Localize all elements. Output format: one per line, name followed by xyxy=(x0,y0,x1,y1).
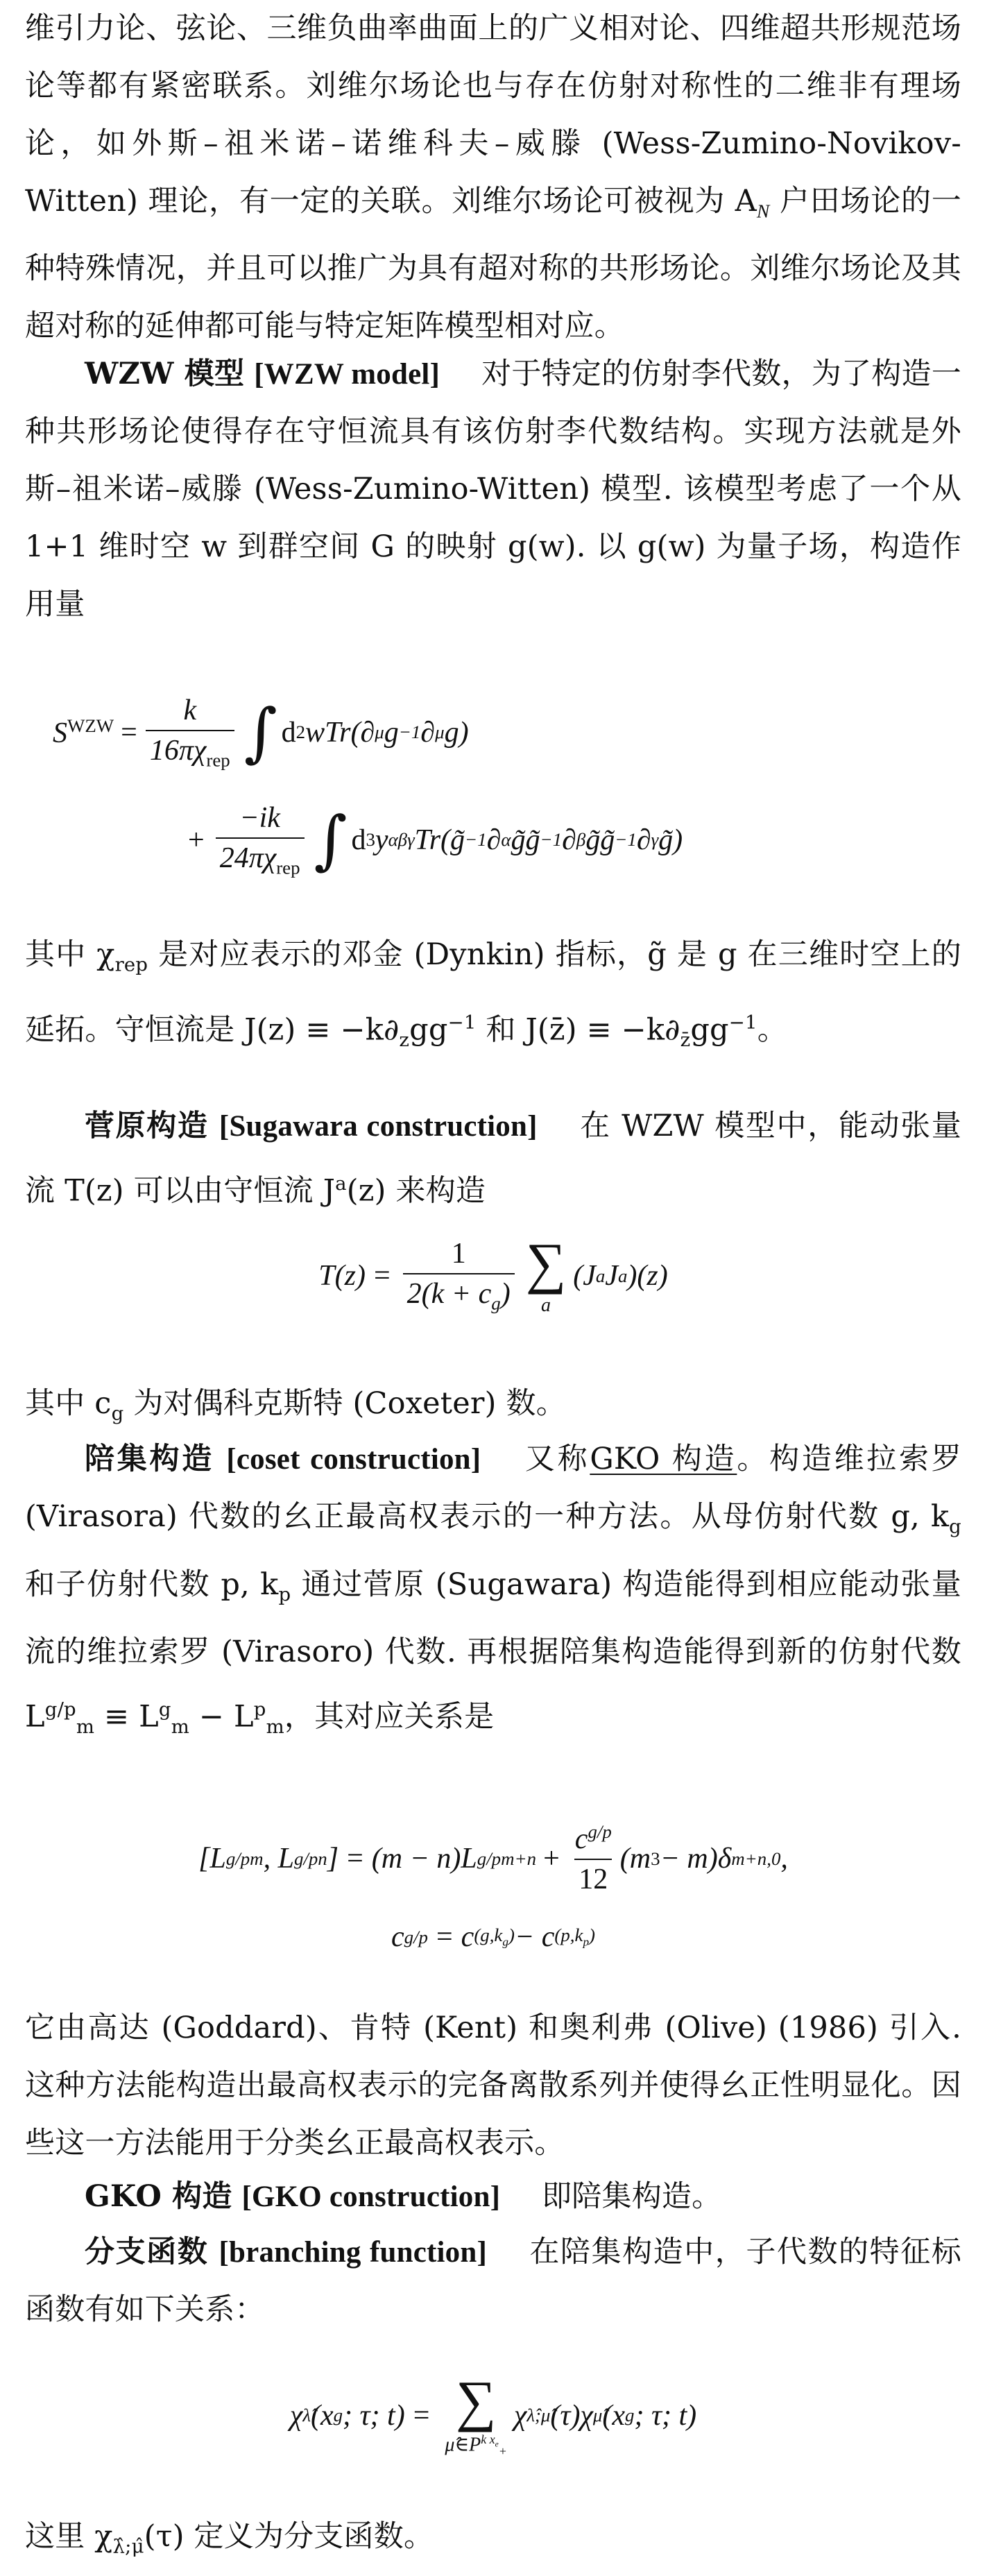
entry-coset-construction: 陪集构造 [coset construction] 又称GKO 构造。构造维拉索罗 (Virasora) 代数的幺正最高权表示的一种方法。从母仿射代数 g, $k_g$ 和子仿射代数 p, $k_p$ 通过菅原 (Sugawara) 构造能得到相应能动张量流的维拉索罗 (Virasoro) 代数. 再根据陪集构造能得到新的仿射代数 $L^{g/p}_m \equiv L^g_m - L^p_m$，其对应关系是 xyxy=(25,1442,961,1739)
entry-sugawara-construction: 菅原构造 [Sugawara construction] 在 WZW 模型中，能动张量流 T(z) 可以由守恒流 $J^a(z)$ 来构造 xyxy=(25,1109,961,1209)
entry-gko-construction: GKO 构造 [GKO construction] 即陪集构造。 xyxy=(85,2179,722,2214)
coset-explanation: 它由高达 (Goddard)、肯特 (Kent) 和奥利弗 (Olive) (1986) 引入. 这种方法能构造出最高权表示的完备离散系列并使得幺正性明显化。因些这一方法能用于分类幺正最高权表示。 xyxy=(25,2011,961,2160)
link-gko-construction[interactable]: GKO 构造 xyxy=(590,1442,737,1476)
entry-wzw-model: WZW 模型 [WZW model] 对于特定的仿射李代数，为了构造一种共形场论使得存在守恒流具有该仿射李代数结构。实现方法就是外斯–祖米诺–威滕 (Wess-Zumino-Witten) 模型. 该模型考虑了一个从 1+1 维时空 w 到群空间 G 的映射 g(w). 以 g(w) 为量子场，构造作用量 xyxy=(25,357,961,622)
branching-explanation: 这里 $\chi_{\lambdâ;\mû}(\tau)$ 定义为分支函数。 xyxy=(25,2519,434,2558)
sugawara-equation: T(z) = $\frac{1}{2(k + c_g)}$ ∑ a (J a J a )(z) xyxy=(318,1231,668,1316)
coset-virasoro-commutator: [L g/p m , L g/p n ] = (m − n)L g/p m+n + $\frac{c^{g/p}}{12}$ (m 3 − m)δ m+n,0 , xyxy=(198,1821,788,1895)
entry-branching-function: 分支函数 [branching function] 在陪集构造中，子代数的特征标函数有如下关系： xyxy=(25,2235,961,2327)
coset-central-charge: c g/p = c $(g,k_g)$ − c $(p,k_p)$ xyxy=(391,1921,595,1953)
wzw-action-line1: $S^{WZW}$ = $\frac{k}{16\pi\chi_{rep}}$ ∫ d 2 wTr(∂ μ g −1 ∂ μ g) xyxy=(53,694,469,771)
sugawara-explanation: 其中 $c_g$ 为对偶科克斯特 (Coxeter) 数。 xyxy=(25,1386,566,1425)
wzw-explanation: 其中 $\chi_{rep}$ 是对应表示的邓金 (Dynkin) 指标，g̃ 是 g 在三维时空上的延拓。守恒流是 $J(z) \equiv -k\partial_zgg^{-1}$ 和 J(z̄) ≡ $-k\partial_{z̄}gg^{-1}$。 xyxy=(25,937,961,1051)
branching-equation: χ λ̂ (x g ; τ; t) = ∑ $\mû\in P^{k x_e}_+$ χ λ̂;μ̂ (τ)χ μ̂ (x g ; τ; t) xyxy=(289,2369,697,2458)
intro-paragraph: 维引力论、弦论、三维负曲率曲面上的广义相对论、四维超共形规范场论等都有紧密联系。刘维尔场论也与存在仿射对称性的二维非有理场论，如外斯–祖米诺–诺维科夫–威滕 (Wess-Zumino-Novikov-Witten) 理论，有一定的关联。刘维尔场论可被视为 $A_N$ 户田场论的一种特殊情况，并且可以推广为具有超对称的共形场论。刘维尔场论及其超对称的延伸都可能与特定矩阵模型相对应。 xyxy=(25,11,961,343)
wzw-action-line2: + $\frac{-ik}{24\pi\chi_{rep}}$ ∫ d 3 y αβγ Tr(g̃ −1 ∂ α g̃g̃ −1 ∂ β g̃g̃ −1 ∂ γ g̃) xyxy=(188,802,683,878)
